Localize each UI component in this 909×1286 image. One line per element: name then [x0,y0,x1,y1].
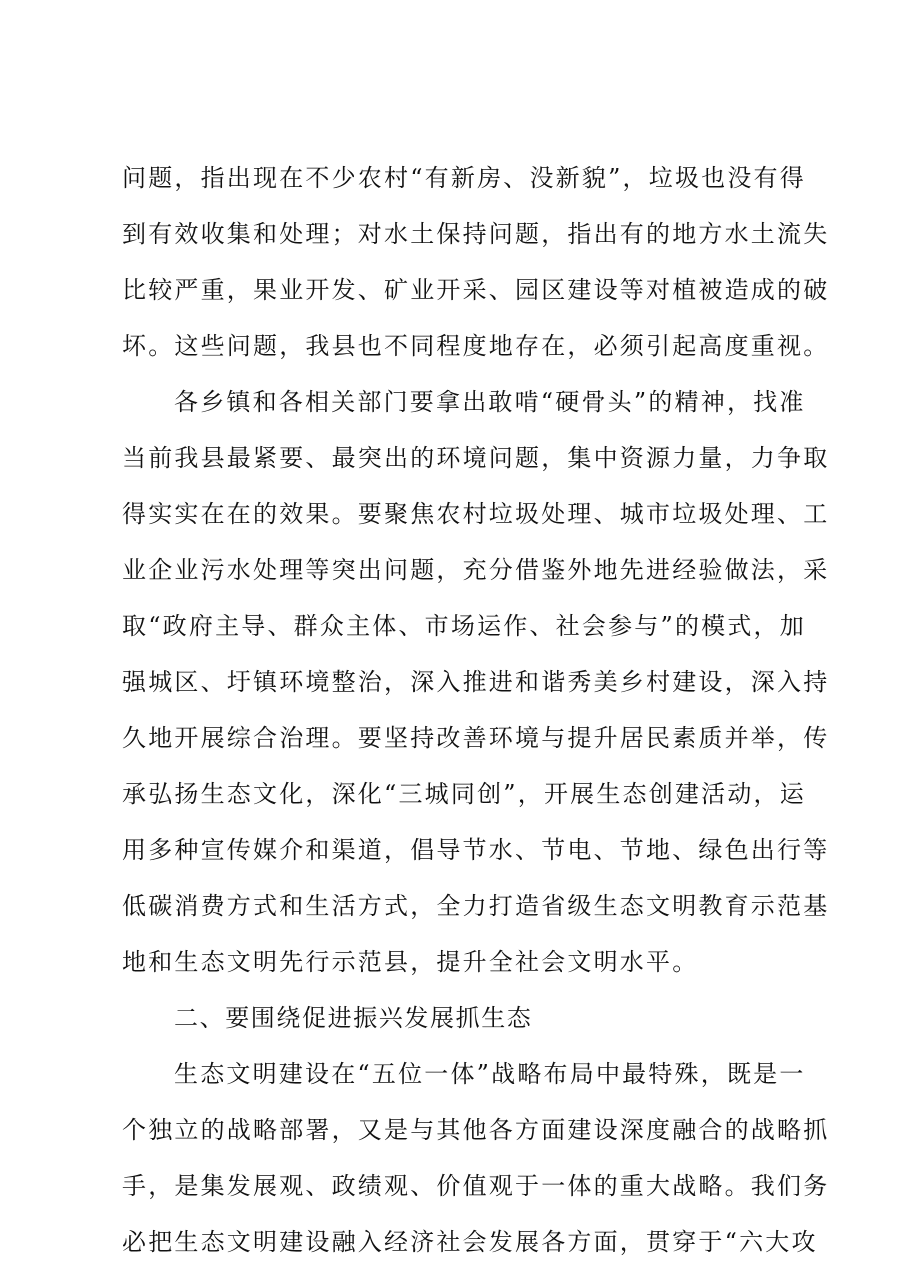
text-line: 得实实在在的效果。要聚焦农村垃圾处理、城市垃圾处理、工 [122,500,830,528]
text-line: 当前我县最紧要、最突出的环境问题，集中资源力量，力争取 [122,444,830,472]
text-line: 坏。这些问题，我县也不同程度地存在，必须引起高度重视。 [122,332,830,360]
paragraph-2 [122,374,830,990]
document-body [122,150,830,1270]
text-line: 用多种宣传媒介和渠道，倡导节水、节电、节地、绿色出行等 [122,836,830,864]
text-line: 生态文明建设在“五位一体”战略布局中最特殊，既是一 [174,1060,806,1088]
text-line: 个独立的战略部署，又是与其他各方面建设深度融合的战略抓 [122,1116,830,1144]
text-line: 业企业污水处理等突出问题，充分借鉴外地先进经验做法，采 [122,556,830,584]
text-line: 强城区、圩镇环境整治，深入推进和谐秀美乡村建设，深入持 [122,668,830,696]
text-line: 比较严重，果业开发、矿业开采、园区建设等对植被造成的破 [122,276,830,304]
section-heading [122,990,798,1046]
text-line: 到有效收集和处理；对水土保持问题，指出有的地方水土流失 [122,220,830,248]
text-line: 手，是集发展观、政绩观、价值观于一体的重大战略。我们务 [122,1172,830,1200]
text-line: 地和生态文明先行示范县，提升全社会文明水平。 [122,948,699,976]
text-line: 问题，指出现在不少农村“有新房、没新貌”，垃圾也没有得 [122,164,806,192]
text-line: 低碳消费方式和生活方式，全力打造省级生态文明教育示范基 [122,892,830,920]
text-line: 取“政府主导、群众主体、市场运作、社会参与”的模式，加 [122,612,806,640]
text-line: 必把生态文明建设融入经济社会发展各方面，贯穿于“六大攻 [122,1228,818,1256]
text-line: 承弘扬生态文化，深化“三城同创”，开展生态创建活动，运 [122,780,806,808]
paragraph-3 [122,1046,830,1270]
paragraph-1 [122,150,830,374]
section-heading-text: 二、要围绕促进振兴发展抓生态 [174,1004,533,1032]
text-line: 久地开展综合治理。要坚持改善环境与提升居民素质并举，传 [122,724,830,752]
text-line: 各乡镇和各相关部门要拿出敢啃“硬骨头”的精神，找准 [174,388,806,416]
